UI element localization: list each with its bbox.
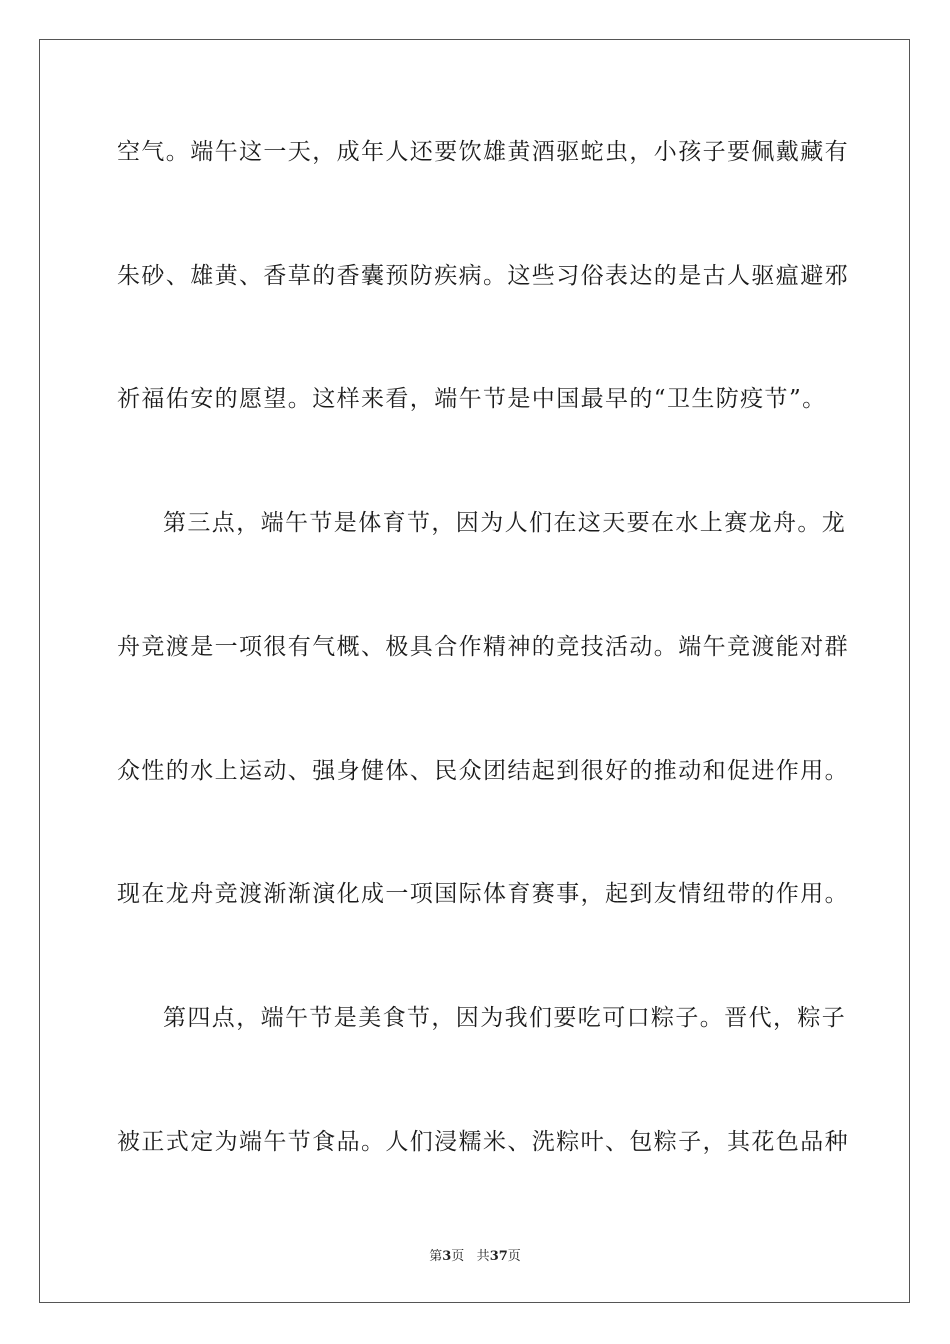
text-line-paragraph-start: 第四点，端午节是美食节，因为我们要吃可口粽子。晋代，粽子 bbox=[163, 1005, 847, 1031]
text-line: 被正式定为端午节食品。人们浸糯米、洗粽叶、包粽子，其花色品种 bbox=[117, 1129, 849, 1155]
text-line: 众性的水上运动、强身健体、民众团结起到很好的推动和促进作用。 bbox=[117, 758, 849, 784]
text-line: 朱砂、雄黄、香草的香囊预防疾病。这些习俗表达的是古人驱瘟避邪 bbox=[117, 263, 849, 289]
page-border bbox=[39, 39, 910, 1303]
total-label: 共 bbox=[476, 1249, 490, 1264]
page-number: 3 bbox=[442, 1249, 452, 1264]
total-suffix: 页 bbox=[507, 1249, 521, 1264]
text-line: 空气。端午这一天，成年人还要饮雄黄酒驱蛇虫，小孩子要佩戴藏有 bbox=[117, 139, 849, 165]
text-line-paragraph-start: 第三点，端午节是体育节，因为人们在这天要在水上赛龙舟。龙 bbox=[163, 510, 847, 536]
text-line: 现在龙舟竞渡渐渐演化成一项国际体育赛事，起到友情纽带的作用。 bbox=[117, 881, 849, 907]
text-line: 祈福佑安的愿望。这样来看，端午节是中国最早的“卫生防疫节”。 bbox=[117, 386, 827, 412]
text-line: 舟竞渡是一项很有气概、极具合作精神的竞技活动。端午竞渡能对群 bbox=[117, 634, 849, 660]
page-footer bbox=[0, 1248, 950, 1266]
page-suffix: 页 bbox=[451, 1249, 465, 1264]
page-label: 第 bbox=[429, 1249, 443, 1264]
total-pages: 37 bbox=[489, 1249, 508, 1264]
